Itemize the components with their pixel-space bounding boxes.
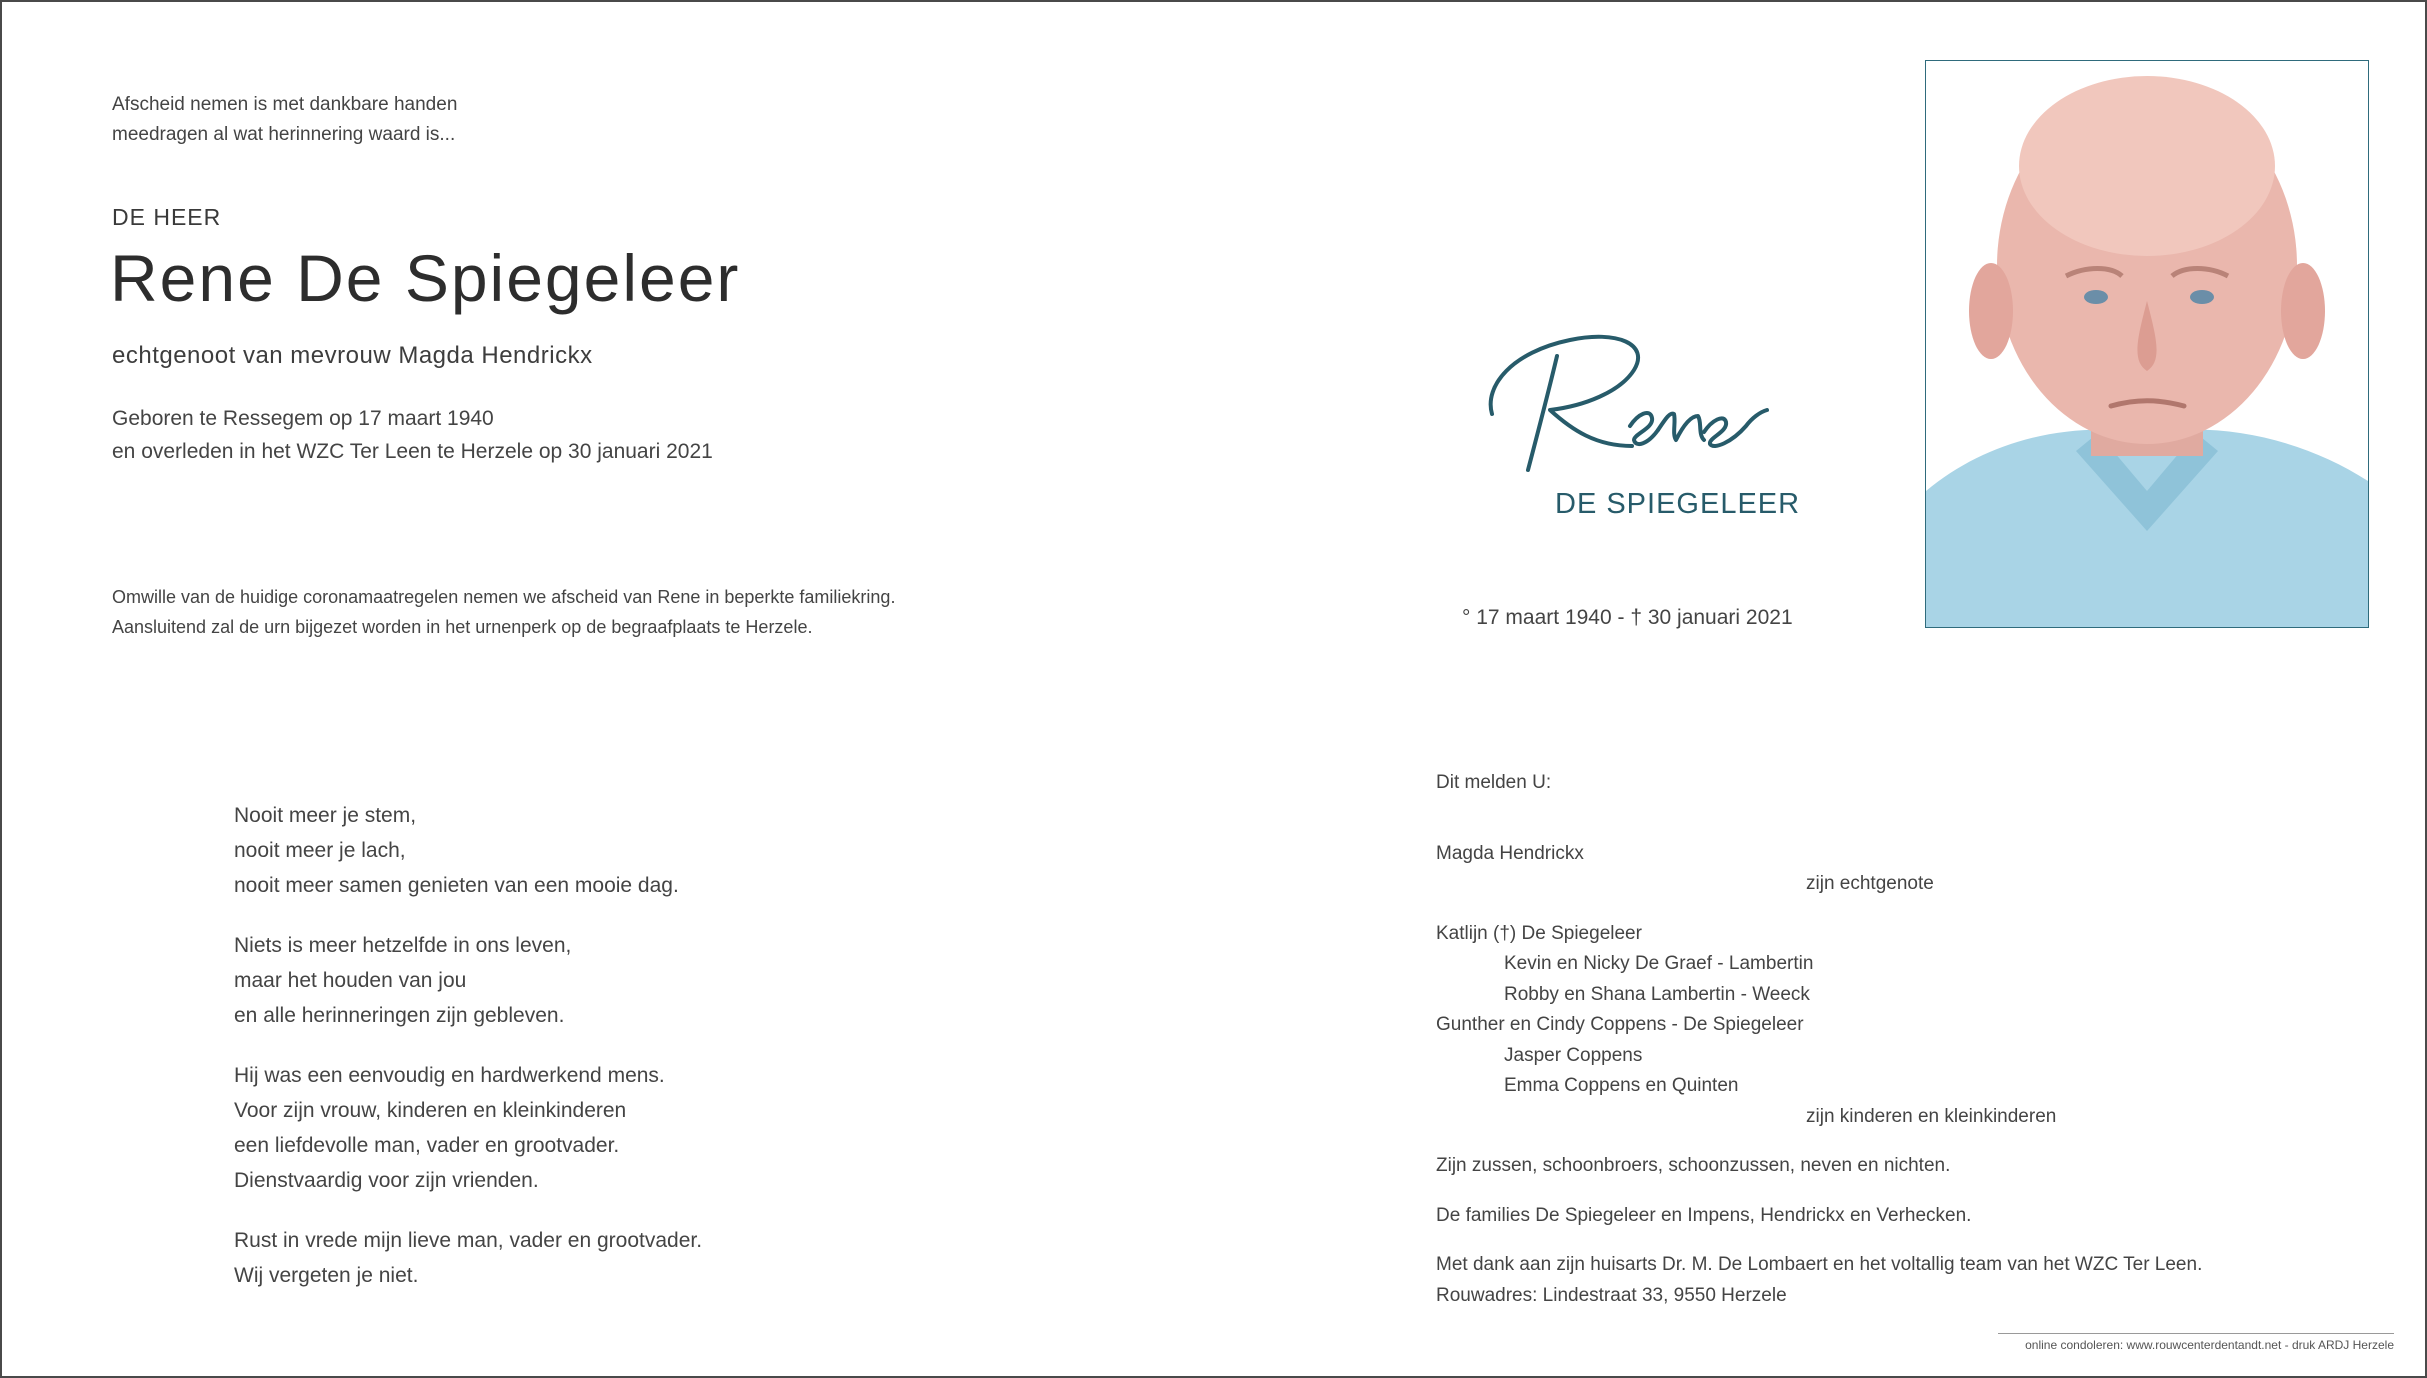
- corona-line-2: Aansluitend zal de urn bijgezet worden in het urnenperk op de begraafplaats te Herzele.: [112, 617, 813, 637]
- poem-line: Hij was een eenvoudig en hardwerkend mens.: [234, 1064, 665, 1087]
- spouse-name: Magda Hendrickx: [1436, 842, 1584, 864]
- grandchild-name: Emma Coppens en Quinten: [1504, 1075, 1739, 1096]
- poem-line: Rust in vrede mijn lieve man, vader en grootvader.: [234, 1229, 703, 1252]
- children-relation: zijn kinderen en kleinkinderen: [1806, 1105, 2057, 1127]
- quote-line-2: meedragen al wat herinnering waard is...: [112, 124, 456, 145]
- spouse-line: echtgenoot van mevrouw Magda Hendrickx: [112, 342, 593, 369]
- thanks-line: Met dank aan zijn huisarts Dr. M. De Lombaert en het voltallig team van het WZC Ter Leen.: [1436, 1254, 2203, 1275]
- grandchild-name: Jasper Coppens: [1504, 1044, 1643, 1066]
- child-name: Gunther en Cindy Coppens - De Spiegeleer: [1436, 1014, 1804, 1035]
- opening-quote: [112, 90, 457, 150]
- poem-line: Niets is meer hetzelfde in ons leven,: [234, 934, 572, 957]
- siblings-line: Zijn zussen, schoonbroers, schoonzussen, neven en nichten.: [1436, 1155, 1951, 1176]
- memorial-poem: [234, 798, 702, 1318]
- spouse-relation: zijn echtgenote: [1806, 873, 1934, 894]
- poem-stanza: [234, 1223, 702, 1293]
- footer-divider: [1998, 1333, 2394, 1334]
- deceased-name: Rene De Spiegeleer: [110, 241, 741, 315]
- mourning-address: Rouwadres: Lindestraat 33, 9550 Herzele: [1436, 1284, 1787, 1306]
- announcement-intro: Dit melden U:: [1436, 772, 1552, 793]
- poem-line: Wij vergeten je niet.: [234, 1264, 419, 1287]
- poem-line: nooit meer samen genieten van een mooie dag.: [234, 874, 679, 897]
- footer-credits: online condoleren: www.rouwcenterdentandt.net - druk ARDJ Herzele: [2025, 1338, 2394, 1352]
- grandchild-name: Robby en Shana Lambertin - Weeck: [1504, 983, 1810, 1005]
- portrait-photo: [1925, 60, 2369, 628]
- birth-death-details: [112, 402, 713, 468]
- poem-stanza: [234, 928, 702, 1033]
- died-line: en overleden in het WZC Ter Leen te Herzele op 30 januari 2021: [112, 440, 713, 463]
- life-dates: ° 17 maart 1940 - † 30 januari 2021: [1462, 606, 1793, 629]
- poem-line: Dienstvaardig voor zijn vrienden.: [234, 1169, 539, 1192]
- poem-stanza: [234, 1058, 702, 1198]
- poem-line: en alle herinneringen zijn gebleven.: [234, 1004, 565, 1027]
- born-line: Geboren te Ressegem op 17 maart 1940: [112, 407, 494, 430]
- poem-line: maar het houden van jou: [234, 969, 467, 992]
- script-first-name-logo: [1482, 322, 1792, 482]
- portrait-illustration: [1926, 61, 2368, 627]
- grandchild-name: Kevin en Nicky De Graef - Lambertin: [1504, 953, 1814, 974]
- poem-line: een liefdevolle man, vader en grootvader.: [234, 1134, 620, 1157]
- quote-line-1: Afscheid nemen is met dankbare handen: [112, 94, 458, 115]
- poem-line: Voor zijn vrouw, kinderen en kleinkinderen: [234, 1099, 627, 1122]
- child-name: Katlijn (†) De Spiegeleer: [1436, 922, 1642, 944]
- surname-caps: DE SPIEGELEER: [1555, 488, 1801, 520]
- poem-stanza: [234, 798, 702, 903]
- families-line: De families De Spiegeleer en Impens, Hendrickx en Verhecken.: [1436, 1204, 1972, 1226]
- poem-line: nooit meer je lach,: [234, 839, 406, 862]
- family-announcement: [1436, 768, 2336, 1311]
- title-label: DE HEER: [112, 204, 222, 230]
- corona-notice: [112, 582, 895, 642]
- corona-line-1: Omwille van de huidige coronamaatregelen nemen we afscheid van Rene in beperkte familiekring.: [112, 587, 896, 607]
- poem-line: Nooit meer je stem,: [234, 804, 417, 827]
